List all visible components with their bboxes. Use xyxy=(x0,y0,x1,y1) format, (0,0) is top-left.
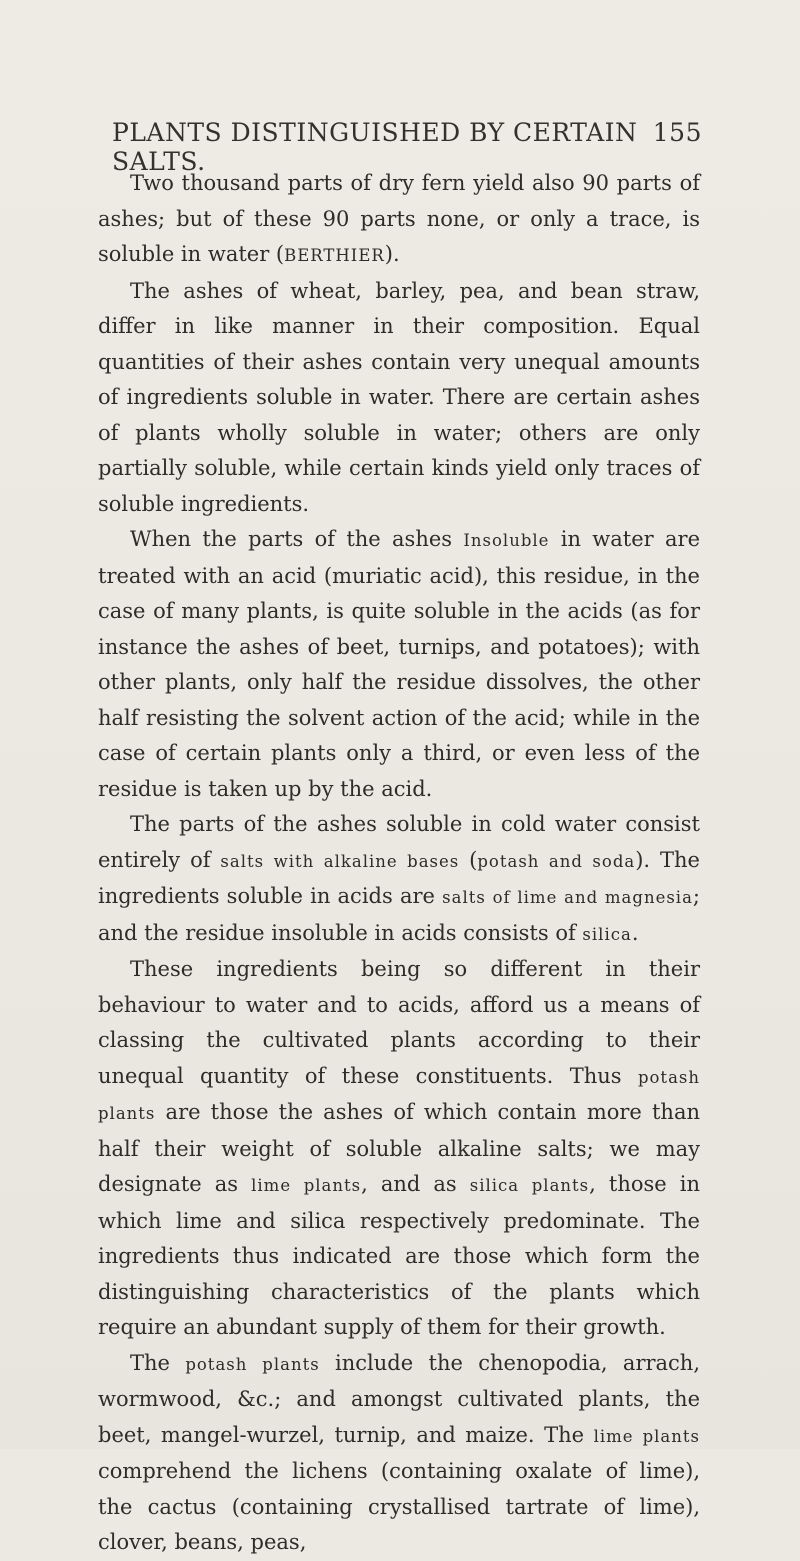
text-run: , those in which lime and silica respectively predominate. The ingredients thus indicated are those which form the distinguishing characteristics of the plants which require an abundant supply of them for their growth. xyxy=(98,1172,700,1339)
paragraph xyxy=(98,522,700,807)
text-run: are those the ashes of which contain more than half their weight of soluble alkaline salts; we may designate as xyxy=(98,1100,700,1196)
paragraph xyxy=(98,274,700,523)
emphasis-term: potash and soda xyxy=(477,851,636,871)
text-run: The ashes of wheat, barley, pea, and bean straw, differ in like manner in their composition. Equal quantities of their ashes contain very unequal amounts of ingredients soluble in water. There are certain ashes of plants wholly soluble in water; others are only partially soluble, while certain kinds yield only traces of soluble ingredients. xyxy=(98,278,700,516)
emphasis-term: salts with alkaline bases xyxy=(220,851,460,871)
emphasis-term: lime plants xyxy=(593,1426,700,1446)
page-number: 155 xyxy=(652,118,702,147)
emphasis-term: lime plants xyxy=(251,1176,362,1195)
text-run: The parts of the ashes soluble in cold water consist entirely of xyxy=(98,812,700,872)
paragraph xyxy=(98,1346,700,1561)
emphasis-term: salts of lime and magnesia xyxy=(442,888,693,907)
text-run: Two thousand parts of dry fern yield also 90 parts of ashes; but of these 90 parts none, or only a trace, is soluble in water ( xyxy=(98,171,700,266)
emphasis-term: potash plants xyxy=(185,1354,320,1374)
paragraph xyxy=(98,807,700,952)
emphasis-term: potash plants xyxy=(98,1067,700,1123)
text-run: The xyxy=(130,1350,186,1375)
text-run: These ingredients being so different in their behaviour to water and to acids, afford us a means of classing the cultivated plants according to their unequal quantity of these constituents. Thus xyxy=(98,957,700,1088)
text-run: When the parts of the ashes xyxy=(130,527,464,551)
text-run: ( xyxy=(459,847,478,872)
emphasis-term: silica xyxy=(582,924,632,944)
text-run: ). The ingredients soluble in acids are xyxy=(98,847,700,908)
author-name: BERTHIER xyxy=(284,246,385,265)
text-run: , and as xyxy=(361,1172,470,1196)
text-run: comprehend the lichens (containing oxalate of lime), the cactus (containing crystallised tartrate of lime), clover, beans, peas, xyxy=(98,1459,700,1554)
paragraph xyxy=(98,166,700,274)
text-run: in water are treated with an acid (muriatic acid), this residue, in the case of many plants, is quite soluble in the acids (as for instance the ashes of beet, turnips, and potatoes); with other plants, only half the residue dissolves, the other half resisting the solvent action of the acid; while in the case of certain plants only a third, or even less of the residue is taken up by the acid. xyxy=(98,527,700,801)
emphasis-term: Insoluble xyxy=(463,531,550,550)
text-run: include the chenopodia, arrach, wormwood, &c.; and amongst cultivated plants, the beet, mangel-wurzel, turnip, and maize. The xyxy=(98,1350,700,1447)
text-run: . xyxy=(631,920,639,945)
running-head-title: PLANTS DISTINGUISHED BY CERTAIN SALTS. xyxy=(112,118,638,176)
text-run: ). xyxy=(384,242,400,266)
body-text xyxy=(98,166,700,1561)
paragraph xyxy=(98,952,700,1346)
text-run: ; and the residue insoluble in acids consists of xyxy=(98,884,700,945)
emphasis-term: silica plants xyxy=(469,1176,590,1195)
